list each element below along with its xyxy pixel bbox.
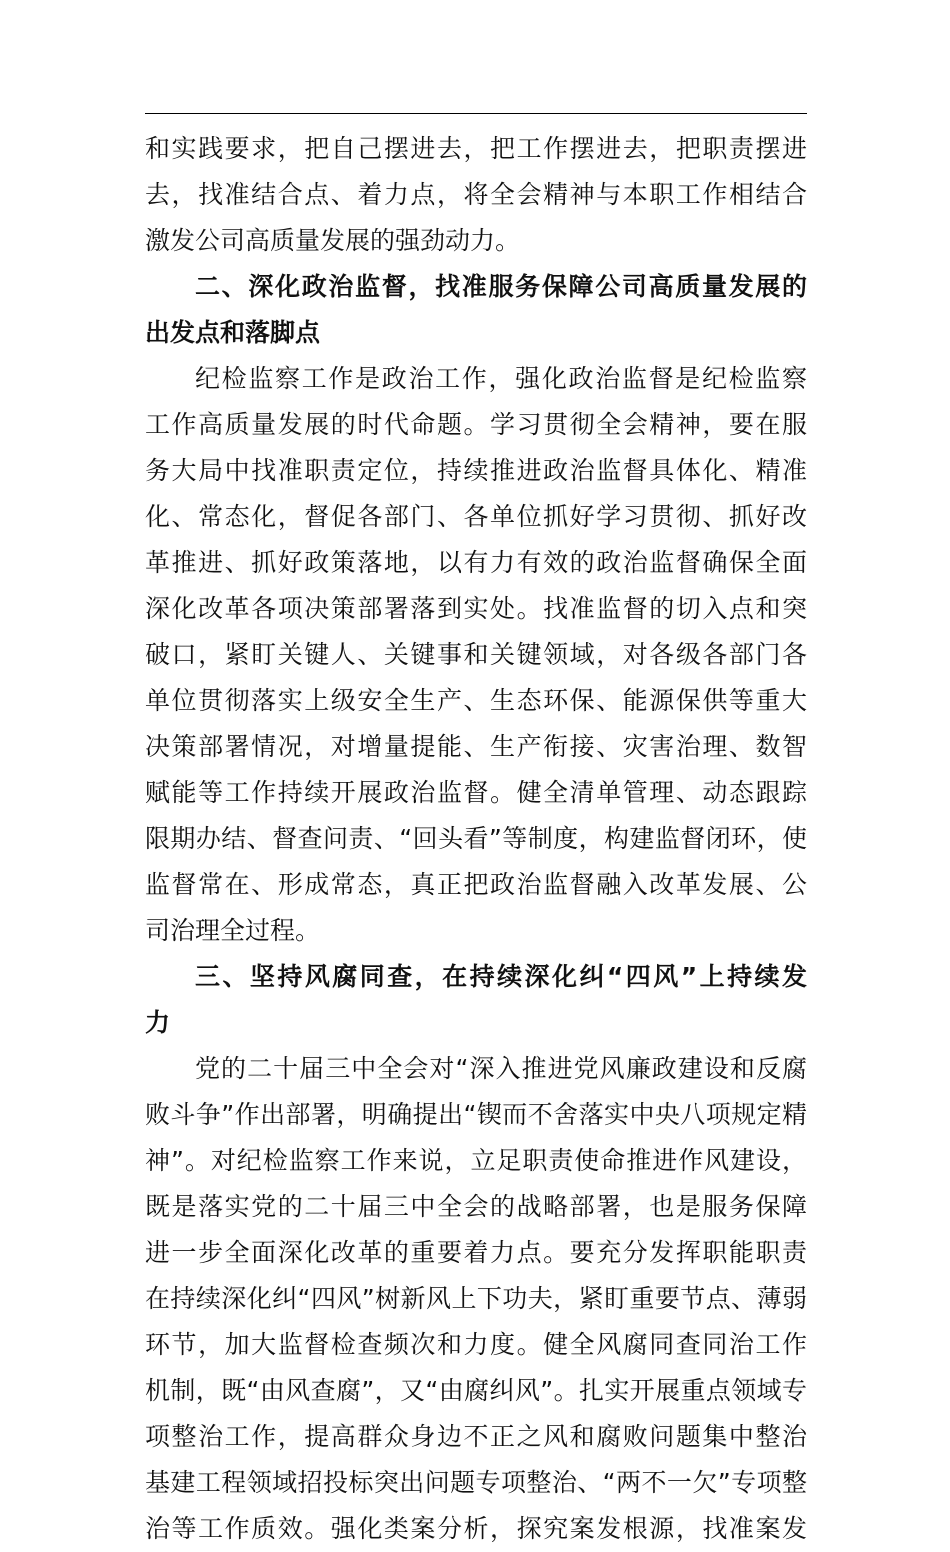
body-text-line: 治等工作质效。强化类案分析，探究案发根源，找准案发 (145, 1514, 807, 1543)
body-text-line: 破口，紧盯关键人、关键事和关键领域，对各级各部门各 (145, 640, 807, 669)
body-text-line: 激发公司高质量发展的强劲动力。 (145, 226, 521, 255)
body-text-line: 基建工程领域招投标突出问题专项整治、“两不一欠”专项整 (145, 1468, 807, 1497)
body-text-line: 限期办结、督查问责、“回头看”等制度，构建监督闭环，使 (145, 824, 807, 853)
body-text-line: 进一步全面深化改革的重要着力点。要充分发挥职能职责 (145, 1238, 807, 1267)
body-text-line: 赋能等工作持续开展政治监督。健全清单管理、动态跟踪 (145, 778, 807, 807)
body-text-line: 工作高质量发展的时代命题。学习贯彻全会精神，要在服 (145, 410, 807, 439)
body-text-line: 单位贯彻落实上级安全生产、生态环保、能源保供等重大 (145, 686, 807, 715)
section-heading-line: 力 (145, 1008, 171, 1037)
body-text-line: 和实践要求，把自己摆进去，把工作摆进去，把职责摆进 (145, 134, 807, 163)
body-text-line: 在持续深化纠“四风”树新风上下功夫，紧盯重要节点、薄弱 (145, 1284, 807, 1313)
body-text-line: 监督常在、形成常态，真正把政治监督融入改革发展、公 (145, 870, 807, 899)
body-text-line: 决策部署情况，对增量提能、生产衔接、灾害治理、数智 (145, 732, 807, 761)
body-text-line: 党的二十届三中全会对“深入推进党风廉政建设和反腐 (195, 1054, 807, 1083)
section-heading-line: 三、坚持风腐同查，在持续深化纠“四风”上持续发 (195, 962, 807, 991)
body-text-line: 司治理全过程。 (145, 916, 321, 945)
body-text-line: 既是落实党的二十届三中全会的战略部署，也是服务保障 (145, 1192, 807, 1221)
body-text-line: 纪检监察工作是政治工作，强化政治监督是纪检监察 (195, 364, 807, 393)
document-body (145, 126, 807, 1552)
section-heading-line: 二、深化政治监督，找准服务保障公司高质量发展的 (195, 272, 807, 301)
body-text-line: 神”。对纪检监察工作来说，立足职责使命推进作风建设， (145, 1146, 807, 1175)
body-text-line: 化、常态化，督促各部门、各单位抓好学习贯彻、抓好改 (145, 502, 807, 531)
section-heading-line: 出发点和落脚点 (145, 318, 321, 347)
body-text-line: 环节，加大监督检查频次和力度。健全风腐同查同治工作 (145, 1330, 807, 1359)
body-text-line: 深化改革各项决策部署落到实处。找准监督的切入点和突 (145, 594, 807, 623)
body-text-line: 项整治工作，提高群众身边不正之风和腐败问题集中整治 (145, 1422, 807, 1451)
body-text-line: 革推进、抓好政策落地，以有力有效的政治监督确保全面 (145, 548, 807, 577)
header-rule (145, 113, 807, 114)
body-text-line: 机制，既“由风查腐”，又“由腐纠风”。扎实开展重点领域专 (145, 1376, 807, 1405)
body-text-line: 败斗争”作出部署，明确提出“锲而不舍落实中央八项规定精 (145, 1100, 807, 1129)
body-text-line: 去，找准结合点、着力点，将全会精神与本职工作相结合 (145, 180, 807, 209)
body-text-line: 务大局中找准职责定位，持续推进政治监督具体化、精准 (145, 456, 807, 485)
